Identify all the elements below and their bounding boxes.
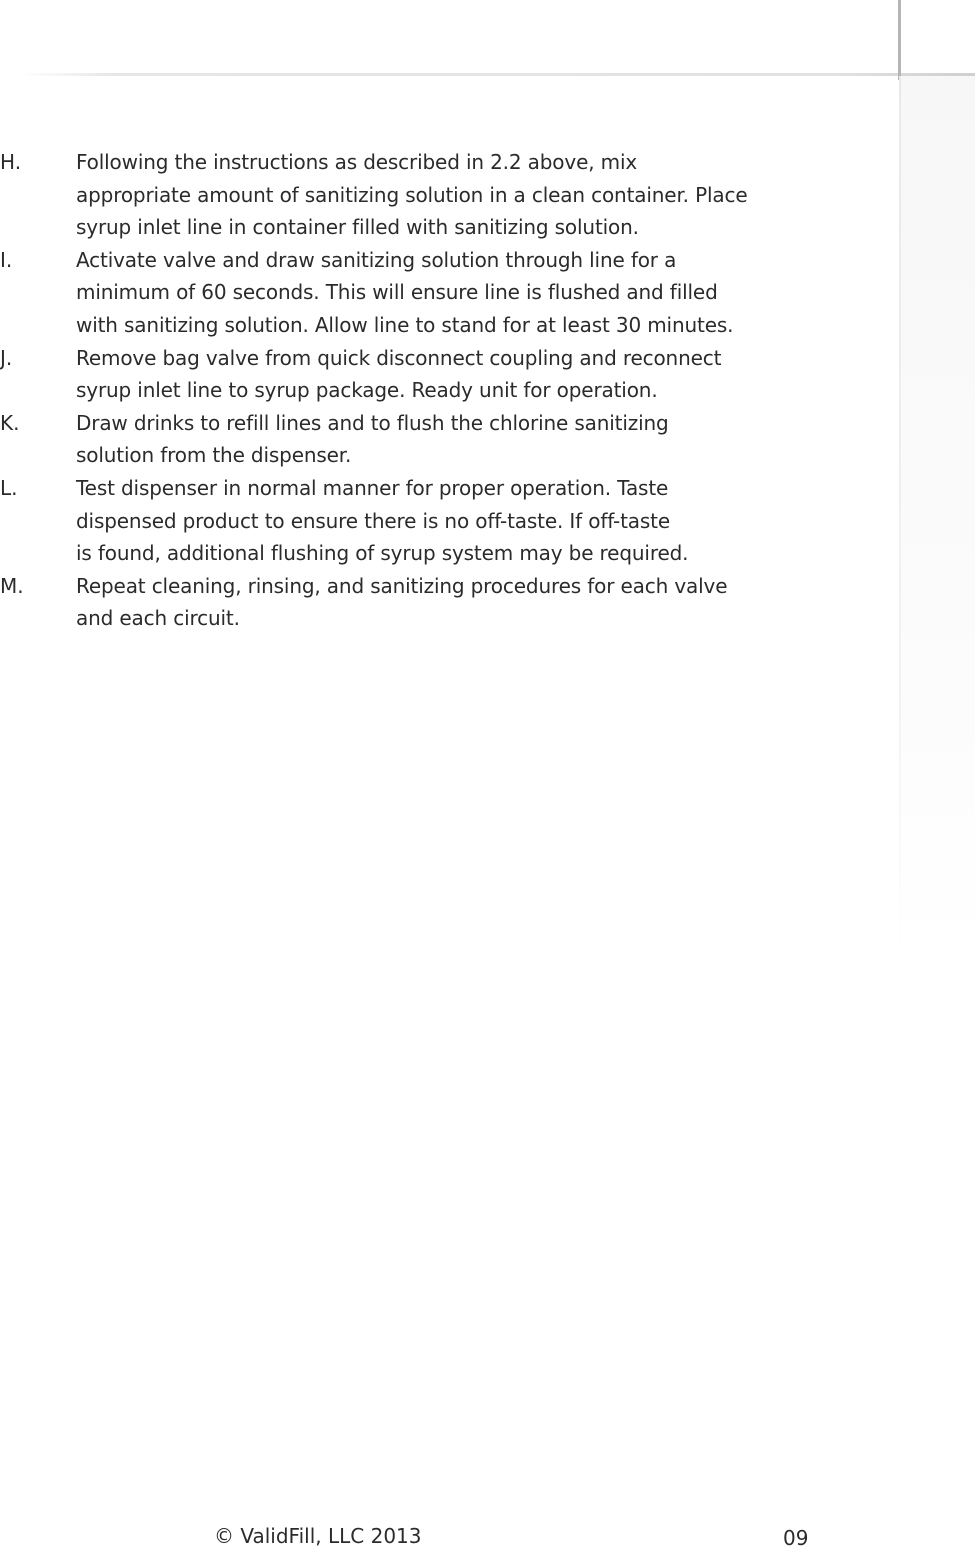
step-text <box>76 570 880 635</box>
step-h <box>0 146 880 244</box>
step-line: Activate valve and draw sanitizing solution through line for a <box>76 247 677 272</box>
procedure-steps <box>0 146 880 635</box>
step-i <box>0 244 880 342</box>
step-text <box>76 407 880 472</box>
step-line: Repeat cleaning, rinsing, and sanitizing procedures for each valve <box>76 573 728 598</box>
header-rule <box>20 73 975 76</box>
step-line: dispensed product to ensure there is no off-taste. If off-taste <box>76 508 671 533</box>
step-m <box>0 570 880 635</box>
step-line: and each circuit. <box>76 606 240 631</box>
step-line: minimum of 60 seconds. This will ensure line is flushed and filled <box>76 280 718 305</box>
step-letter: L. <box>0 475 18 500</box>
step-text <box>76 146 880 244</box>
step-letter: I. <box>0 247 13 272</box>
step-line: syrup inlet line to syrup package. Ready unit for operation. <box>76 378 658 403</box>
step-letter: J. <box>0 345 13 370</box>
page-edge-shade <box>901 76 975 956</box>
step-j <box>0 342 880 407</box>
step-letter: M. <box>0 573 24 598</box>
step-l <box>0 472 880 570</box>
step-line: syrup inlet line in container filled with sanitizing solution. <box>76 215 639 240</box>
step-line: with sanitizing solution. Allow line to stand for at least 30 minutes. <box>76 312 734 337</box>
step-letter: H. <box>0 150 22 174</box>
step-line: appropriate amount of sanitizing solution in a clean container. Place <box>76 182 748 207</box>
step-text <box>76 244 880 342</box>
step-line: is found, additional flushing of syrup system may be required. <box>76 541 689 566</box>
margin-rule <box>898 0 901 80</box>
footer-copyright: © ValidFill, LLC 2013 <box>214 1524 422 1548</box>
step-line: solution from the dispenser. <box>76 443 352 468</box>
page-number: 09 <box>783 1526 809 1550</box>
step-text <box>76 472 880 570</box>
step-line: Remove bag valve from quick disconnect coupling and reconnect <box>76 345 722 370</box>
step-text <box>76 342 880 407</box>
step-line: Test dispenser in normal manner for proper operation. Taste <box>76 475 669 500</box>
step-line: Following the instructions as described in 2.2 above, mix <box>76 150 638 174</box>
step-letter: K. <box>0 410 20 435</box>
step-k <box>0 407 880 472</box>
step-line: Draw drinks to refill lines and to flush the chlorine sanitizing <box>76 410 669 435</box>
